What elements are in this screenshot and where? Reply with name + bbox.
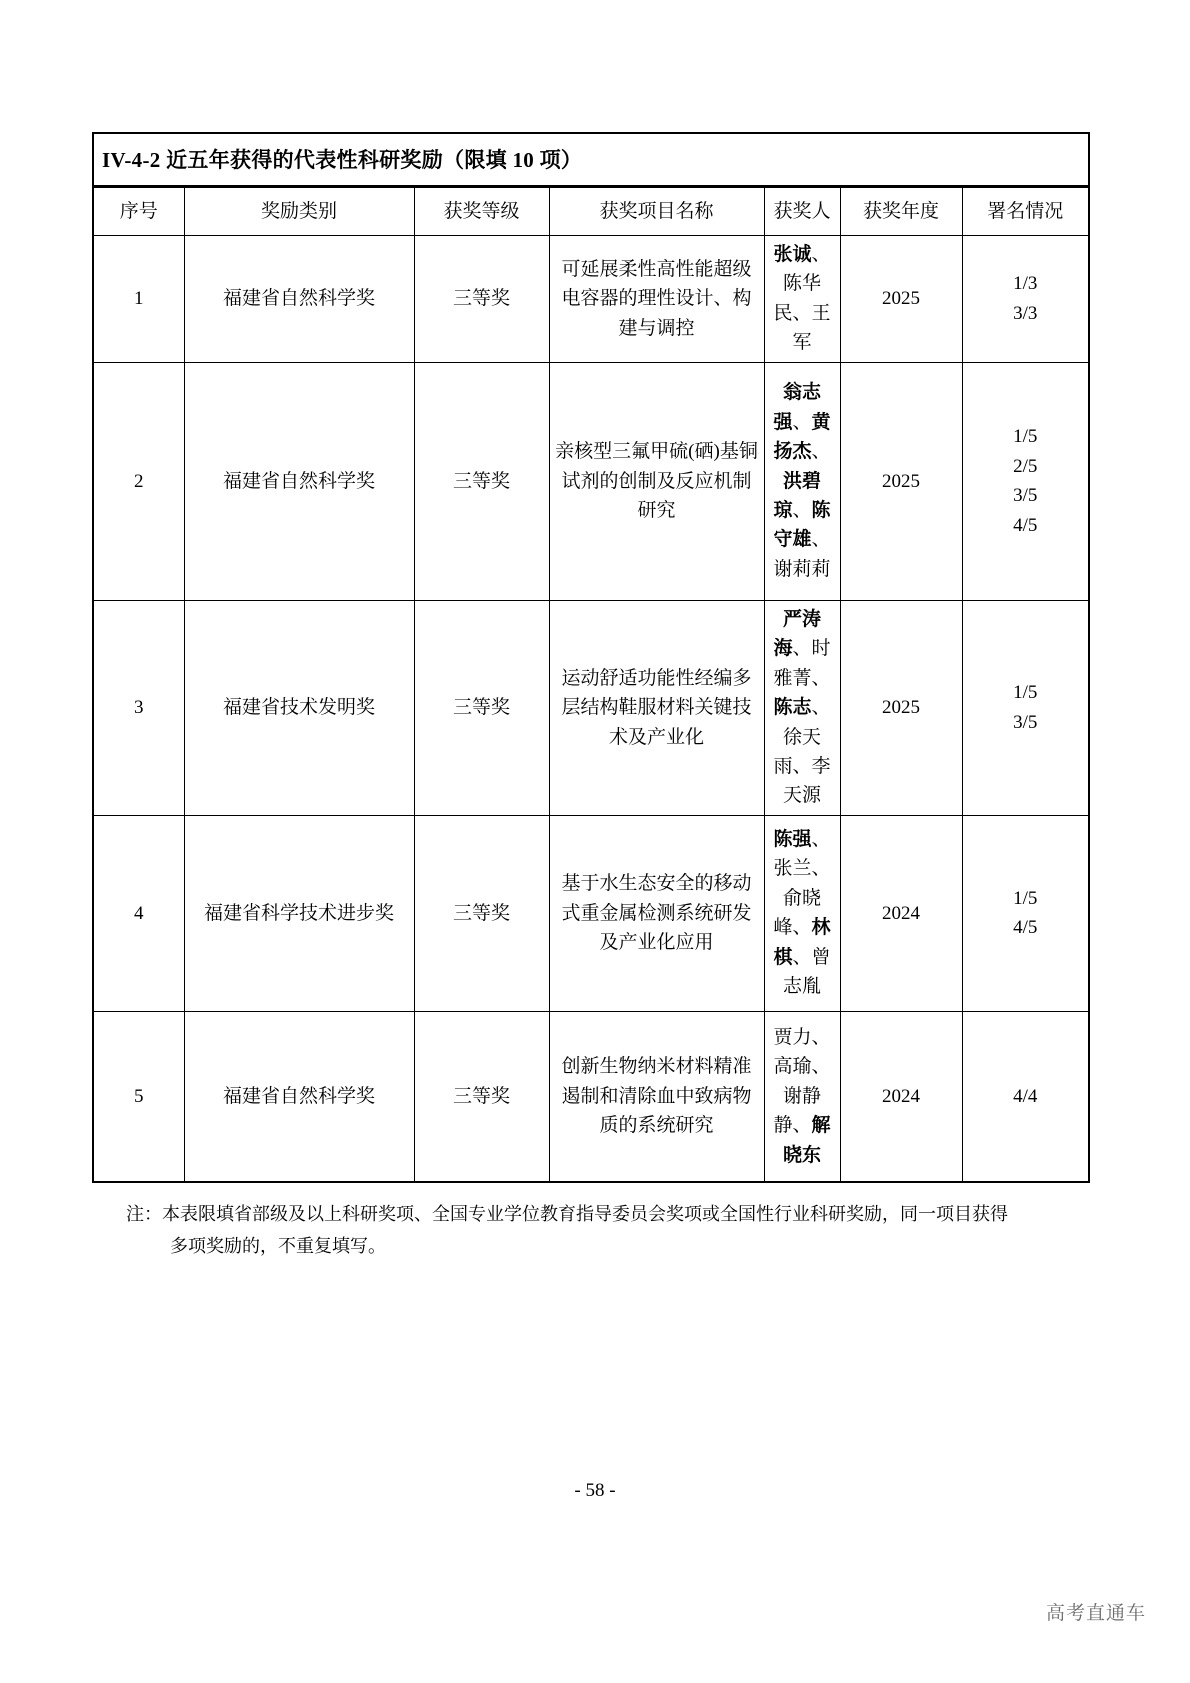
- cell-category: 福建省自然科学奖: [184, 362, 414, 600]
- table-row: [94, 600, 1088, 815]
- cell-year: 2025: [840, 236, 962, 363]
- table-row: [94, 236, 1088, 363]
- header-people: 获奖人: [764, 188, 840, 236]
- cell-year: 2024: [840, 1011, 962, 1181]
- table-row: [94, 815, 1088, 1011]
- note-line-1: 注：本表限填省部级及以上科研奖项、全国专业学位教育指导委员会奖项或全国性行业科研奖励，同一项目获得: [126, 1204, 1008, 1224]
- cell-index: 3: [94, 600, 184, 815]
- cell-year: 2024: [840, 815, 962, 1011]
- cell-signature: 1/5 2/5 3/5 4/5: [962, 362, 1088, 600]
- cell-level: 三等奖: [414, 362, 549, 600]
- header-year: 获奖年度: [840, 188, 962, 236]
- table-row: [94, 362, 1088, 600]
- cell-level: 三等奖: [414, 236, 549, 363]
- cell-project: 亲核型三氟甲硫(硒)基铜试剂的创制及反应机制研究: [549, 362, 764, 600]
- cell-awardees: 陈强、张兰、俞晓峰、林棋、曾志胤: [764, 815, 840, 1011]
- cell-level: 三等奖: [414, 600, 549, 815]
- header-no: 序号: [94, 188, 184, 236]
- table-header-row: [94, 188, 1088, 236]
- cell-project: 运动舒适功能性经编多层结构鞋服材料关键技术及产业化: [549, 600, 764, 815]
- cell-index: 5: [94, 1011, 184, 1181]
- note-line-2: 多项奖励的，不重复填写。: [170, 1235, 386, 1256]
- table-row: [94, 1011, 1088, 1181]
- cell-year: 2025: [840, 362, 962, 600]
- cell-project: 基于水生态安全的移动式重金属检测系统研发及产业化应用: [549, 815, 764, 1011]
- header-category: 奖励类别: [184, 188, 414, 236]
- cell-signature: 1/3 3/3: [962, 236, 1088, 363]
- cell-category: 福建省自然科学奖: [184, 236, 414, 363]
- cell-index: 2: [94, 362, 184, 600]
- watermark: 高考直通车: [1045, 1603, 1146, 1624]
- cell-signature: 1/5 4/5: [962, 815, 1088, 1011]
- cell-level: 三等奖: [414, 1011, 549, 1181]
- header-signature: 署名情况: [962, 188, 1088, 236]
- cell-awardees: 张诚、陈华民、王军: [764, 236, 840, 363]
- cell-awardees: 翁志强、黄扬杰、洪碧琼、陈守雄、谢莉莉: [764, 362, 840, 600]
- award-section-block: [92, 132, 1090, 1183]
- cell-signature: 4/4: [962, 1011, 1088, 1181]
- section-title: IV-4-2 近五年获得的代表性科研奖励（限填 10 项）: [94, 134, 1088, 187]
- cell-project: 创新生物纳米材料精准遏制和清除血中致病物质的系统研究: [549, 1011, 764, 1181]
- cell-signature: 1/5 3/5: [962, 600, 1088, 815]
- cell-awardees: 严涛海、时雅菁、陈志、徐天雨、李天源: [764, 600, 840, 815]
- award-table-body: [94, 188, 1088, 1182]
- header-project: 获奖项目名称: [549, 188, 764, 236]
- research-award-table: [94, 187, 1088, 1181]
- page-number: - 58 -: [574, 1480, 616, 1501]
- cell-index: 4: [94, 815, 184, 1011]
- header-level: 获奖等级: [414, 188, 549, 236]
- cell-category: 福建省科学技术进步奖: [184, 815, 414, 1011]
- cell-category: 福建省自然科学奖: [184, 1011, 414, 1181]
- cell-level: 三等奖: [414, 815, 549, 1011]
- cell-index: 1: [94, 236, 184, 363]
- table-note: [126, 1199, 1076, 1262]
- cell-project: 可延展柔性高性能超级电容器的理性设计、构建与调控: [549, 236, 764, 363]
- cell-awardees: 贾力、高瑜、谢静静、解晓东: [764, 1011, 840, 1181]
- cell-category: 福建省技术发明奖: [184, 600, 414, 815]
- cell-year: 2025: [840, 600, 962, 815]
